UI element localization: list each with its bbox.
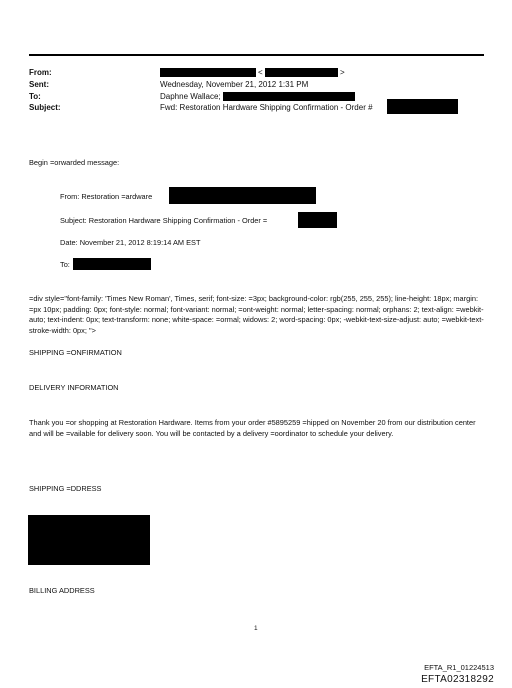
from-left-bracket: < [258,68,263,77]
fwd-to: To: [60,260,70,269]
doc-id-secondary: EFTA02318292 [421,674,494,685]
redaction-fwd-to [73,258,151,270]
thank-you-paragraph: Thank you =or shopping at Restoration Hardware. Items from your order #5895259 =hipped on November 20 from our distribution center and will be =vailable for delivery soon. You will be contacted by a delivery =oordinator to schedule your delivery. [29,418,476,438]
billing-address-heading: BILLING ADDRESS [29,586,95,595]
sent-label: Sent: [29,80,49,89]
subject-value: Fwd: Restoration Hardware Shipping Confirmation - Order # [160,103,373,112]
begin-forwarded: Begin =orwarded message: [29,158,120,167]
redaction-fwd-from [169,187,316,204]
redaction-from-name [160,68,256,77]
from-right-bracket: > [340,68,345,77]
redaction-shipping-address [28,515,150,565]
fwd-from: From: Restoration =ardware [60,192,153,201]
from-label: From: [29,68,52,77]
to-label: To: [29,92,41,101]
redaction-fwd-order [298,212,337,228]
redaction-to [223,92,355,101]
redaction-from-email [265,68,338,77]
doc-id-primary: EFTA_R1_01224513 [424,663,494,672]
sent-value: Wednesday, November 21, 2012 1:31 PM [160,80,309,89]
redaction-order-number [387,99,458,114]
subject-label: Subject: [29,103,61,112]
to-value: Daphne Wallace; [160,92,221,101]
fwd-subject: Subject: Restoration Hardware Shipping Confirmation - Order = [60,216,268,225]
shipping-address-heading: SHIPPING =DDRESS [29,484,102,493]
shipping-confirmation-heading: SHIPPING =ONFIRMATION [29,348,122,357]
header-rule [29,54,484,56]
page-number: 1 [254,625,258,632]
delivery-information-heading: DELIVERY INFORMATION [29,383,119,392]
fwd-date: Date: November 21, 2012 8:19:14 AM EST [60,238,201,247]
style-code-text: =div style="font-family: 'Times New Roman', Times, serif; font-size: =3px; background-color: rgb(255, 255, 255); line-height: 18px; margin: =px 10px; padding: 0px; font-style: normal; font-variant: normal; =ont-weight: normal; letter-spacing: normal; orphans: 2; text-align: =webkit-auto; text-indent: 0px; text-transform: none; white-space: =ormal; widows: 2; word-spacing: 0px; -webkit-text-size-adjust: auto; =webkit-text-stroke-width: 0px; "> [29,294,484,335]
